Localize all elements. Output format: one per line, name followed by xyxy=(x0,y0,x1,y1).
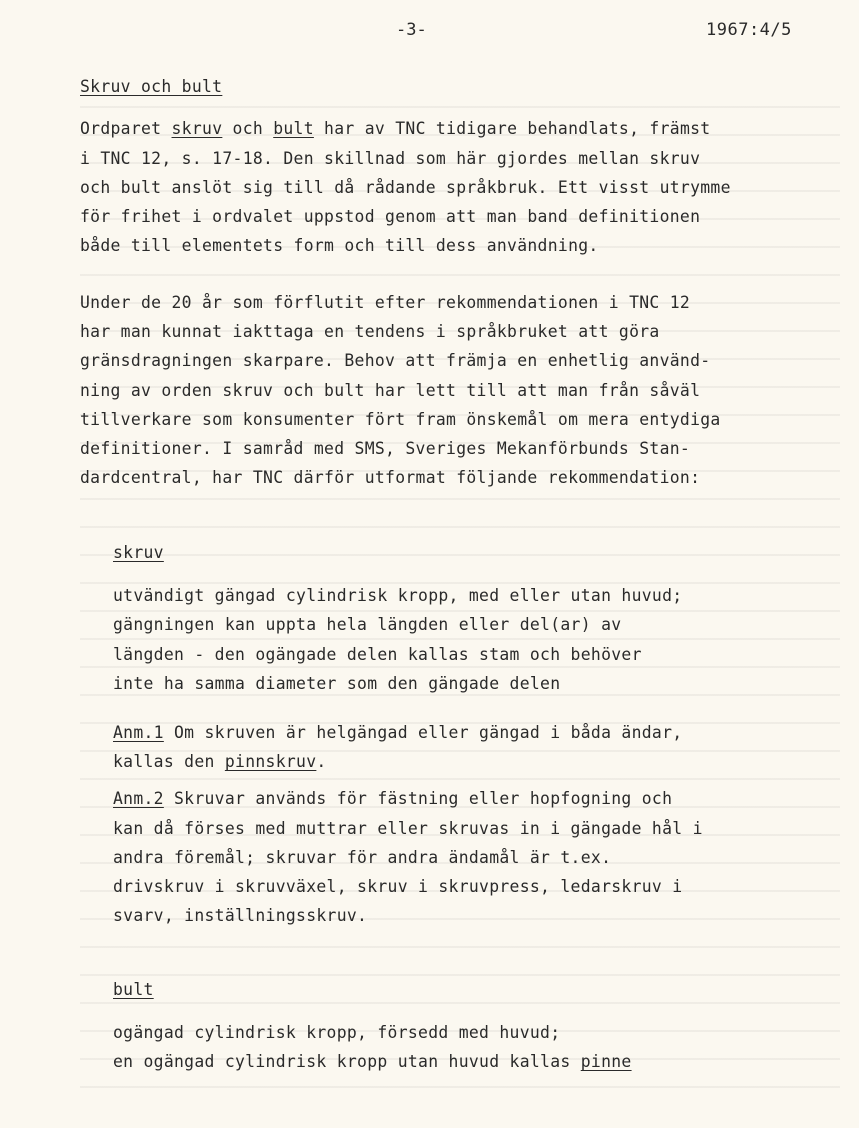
term-ref-bult: bult xyxy=(273,119,314,138)
text-run: Ordparet xyxy=(80,119,172,138)
skruv-note1-line1 xyxy=(113,718,682,748)
para1-line1 xyxy=(80,114,710,144)
skruv-def-line4: inte ha samma diameter som den gängade delen xyxy=(113,674,561,693)
term-skruv-heading: skruv xyxy=(113,543,164,562)
skruv-def-line1: utvändigt gängad cylindrisk kropp, med eller utan huvud; xyxy=(113,586,683,605)
note-label: Anm.2 xyxy=(113,789,164,808)
skruv-note2-line5: svarv, inställningsskruv. xyxy=(113,906,368,925)
para1-line3: och bult anslöt sig till då rådande språkbruk. Ett visst utrymme xyxy=(80,178,731,197)
document-id: 1967:4/5 xyxy=(706,20,792,40)
bult-def-line1: ogängad cylindrisk kropp, försedd med huvud; xyxy=(113,1023,561,1042)
skruv-note2-line2: kan då förses med muttrar eller skruvas in i gängade hål i xyxy=(113,819,703,838)
term-ref-pinne: pinne xyxy=(580,1052,632,1071)
para2-line6: definitioner. I samråd med SMS, Sveriges Mekanförbunds Stan- xyxy=(80,439,691,458)
text-run: och xyxy=(222,119,274,138)
para2-line2: har man kunnat iakttaga en tendens i språkbruket att göra xyxy=(80,322,660,341)
text-run: Om skruven är helgängad eller gängad i båda ändar, xyxy=(163,723,683,742)
text-run: . xyxy=(316,752,327,771)
bult-def-line2 xyxy=(113,1047,632,1077)
text-run: en ogängad cylindrisk kropp utan huvud kallas xyxy=(113,1052,581,1071)
para2-line3: gränsdragningen skarpare. Behov att främja en enhetlig använd- xyxy=(80,351,711,370)
skruv-note2-line4: drivskruv i skruvväxel, skruv i skruvpress, ledarskruv i xyxy=(113,877,683,896)
note-label: Anm.1 xyxy=(113,723,164,742)
para2-line7: dardcentral, har TNC därför utformat följande rekommendation: xyxy=(80,468,701,487)
text-run: kallas den xyxy=(113,752,225,771)
text-run: Skruvar används för fästning eller hopfogning och xyxy=(163,789,673,808)
skruv-note2-line1 xyxy=(113,784,672,814)
term-ref-pinnskruv: pinnskruv xyxy=(224,752,317,771)
para1-line5: både till elementets form och till dess användning. xyxy=(80,236,599,255)
skruv-note2-line3: andra föremål; skruvar för andra ändamål är t.ex. xyxy=(113,848,612,867)
term-bult-heading: bult xyxy=(113,980,154,999)
skruv-def-line2: gängningen kan uppta hela längden eller del(ar) av xyxy=(113,615,622,634)
page-number: -3- xyxy=(396,20,427,40)
para1-line4: för frihet i ordvalet uppstod genom att man band definitionen xyxy=(80,207,701,226)
para2-line1: Under de 20 år som förflutit efter rekommendationen i TNC 12 xyxy=(80,293,691,312)
text-run: har av TNC tidigare behandlats, främst xyxy=(313,119,711,138)
para1-line2: i TNC 12, s. 17-18. Den skillnad som här gjordes mellan skruv xyxy=(80,149,701,168)
skruv-note1-line2 xyxy=(113,747,327,777)
section-title: Skruv och bult xyxy=(80,77,223,96)
para2-line5: tillverkare som konsumenter fört fram önskemål om mera entydiga xyxy=(80,410,721,429)
term-ref-skruv: skruv xyxy=(171,119,223,138)
skruv-def-line3: längden - den ogängade delen kallas stam och behöver xyxy=(113,645,642,664)
para2-line4: ning av orden skruv och bult har lett till att man från såväl xyxy=(80,381,701,400)
